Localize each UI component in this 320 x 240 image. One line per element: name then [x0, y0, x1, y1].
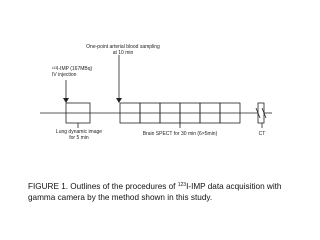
blood-sampling-line-1: One-point arterial blood sampling: [86, 44, 160, 50]
caption-suffix: I-IMP data acquisition with gamma camera by the method shown in this study.: [28, 182, 282, 202]
caption-superscript: 123: [177, 182, 187, 188]
caption-prefix: FIGURE 1. Outlines of the procedures of: [28, 182, 178, 191]
figure-caption: [28, 180, 290, 203]
lung-image-line-1: Lung dynamic image: [55, 129, 103, 135]
ct-box: [258, 103, 264, 123]
blood-sampling-label: [78, 44, 168, 56]
blood-sampling-line-2: at 10 min: [112, 50, 134, 56]
lung-image-line-2: for 5 min: [69, 135, 89, 141]
lung-image-label: [54, 129, 104, 141]
injection-line-1: ¹²³I-IMP (167MBq): [52, 66, 93, 72]
brain-spect-label: Brain SPECT for 30 min (6×5min): [142, 131, 218, 137]
sampling-arrow-head: [116, 98, 122, 103]
injection-line-2: IV injection: [52, 72, 77, 78]
injection-label: [52, 66, 112, 78]
injection-arrow-head: [63, 98, 69, 103]
ct-label: CT: [258, 131, 266, 137]
